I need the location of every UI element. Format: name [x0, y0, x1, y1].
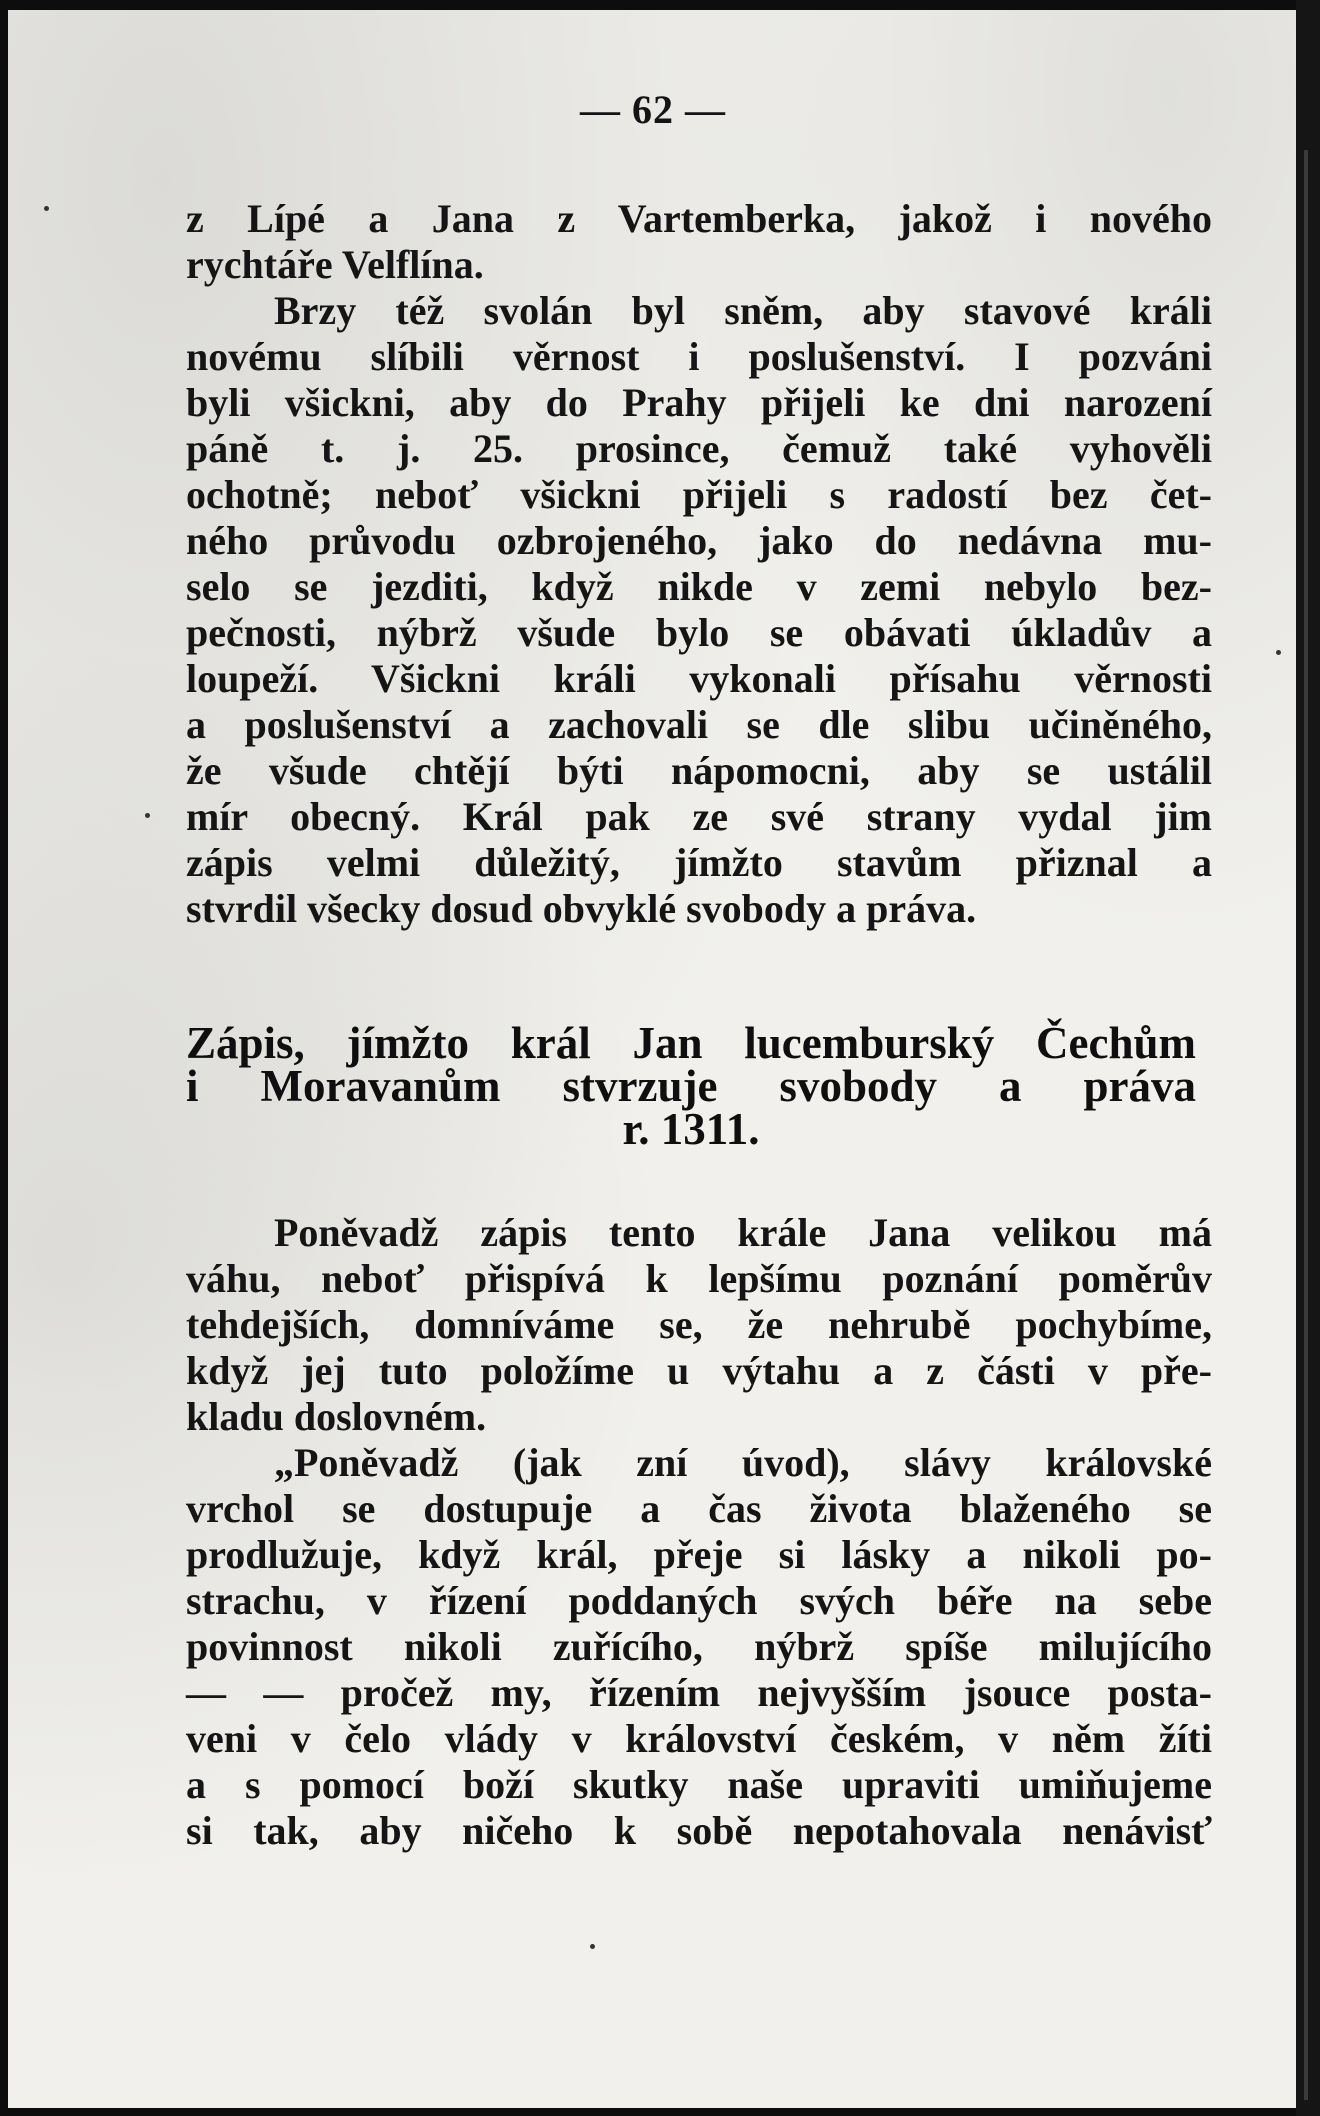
text-line: si tak, aby ničeho k sobě nepotahovala nenávisť: [186, 1808, 1212, 1853]
page-edge: [1296, 0, 1320, 2116]
margin-speck: [1276, 650, 1281, 655]
text-line: povinnost nikoli zuřícího, nýbrž spíše milujícího: [186, 1624, 1212, 1669]
text-line: kladu doslovném.: [186, 1394, 487, 1439]
text-line: a s pomocí boží skutky naše upraviti umiňujeme: [186, 1762, 1212, 1807]
text-line: — — pročež my, řízením nejvyšším jsouce posta-: [186, 1670, 1212, 1715]
paragraph-1: [186, 196, 1212, 288]
text-line: „Poněvadž (jak zní úvod), slávy královské: [274, 1440, 1212, 1485]
heading-line: r. 1311.: [622, 1104, 760, 1154]
text-line: ochotně; neboť všickni přijeli s radostí bez čet-: [186, 472, 1212, 517]
text-line: byli všickni, aby do Prahy přijeli ke dni narození: [186, 380, 1212, 425]
text-line: rychtáře Velflína.: [186, 242, 484, 287]
text-line: veni v čelo vlády v království českém, v něm žíti: [186, 1716, 1212, 1761]
margin-speck: [145, 813, 150, 818]
paragraph-4: [186, 1440, 1212, 1854]
text-line: strachu, v řízení poddaných svých béře na sebe: [186, 1578, 1212, 1623]
margin-speck: [590, 1944, 595, 1949]
text-line: váhu, neboť přispívá k lepšímu poznání poměrův: [186, 1256, 1212, 1301]
text-line: novému slíbili věrnost i poslušenství. I pozváni: [186, 334, 1212, 379]
heading-line: i Moravanům stvrzuje svobody a práva: [186, 1061, 1196, 1111]
text-line: mír obecný. Král pak ze své strany vydal jim: [186, 794, 1212, 839]
text-line: loupeží. Všickni králi vykonali přísahu věrnosti: [186, 656, 1212, 701]
text-line: a poslušenství a zachovali se dle slibu učiněného,: [186, 702, 1212, 747]
text-line: stvrdil všecky dosud obvyklé svobody a práva.: [186, 886, 977, 931]
text-line: páně t. j. 25. prosince, čemuž také vyhověli: [186, 426, 1212, 471]
text-line: selo se jezditi, když nikde v zemi nebylo bez-: [186, 564, 1212, 609]
text-line: že všude chtějí býti nápomocni, aby se ustálil: [186, 748, 1212, 793]
paragraph-3: [186, 1210, 1212, 1440]
text-line: Poněvadž zápis tento krále Jana velikou má: [274, 1210, 1212, 1255]
text-line: prodlužuje, když král, přeje si lásky a nikoli po-: [186, 1532, 1212, 1577]
text-line: vrchol se dostupuje a čas života blaženého se: [186, 1486, 1212, 1531]
page-number: — 62 —: [580, 87, 726, 132]
section-heading: [186, 1018, 1196, 1154]
heading-line: Zápis, jímžto král Jan lucemburský Čechům: [186, 1018, 1196, 1068]
paragraph-2: [186, 288, 1212, 932]
text-line: tehdejších, domníváme se, že nehrubě pochybíme,: [186, 1302, 1212, 1347]
text-line: Brzy též svolán byl sněm, aby stavové králi: [274, 288, 1212, 333]
text-line: zápis velmi důležitý, jímžto stavům přiznal a: [186, 840, 1212, 885]
text-line: když jej tuto položíme u výtahu a z části v pře-: [186, 1348, 1212, 1393]
text-line: z Lípé a Jana z Vartemberka, jakož i nového: [186, 196, 1212, 241]
text-line: ného průvodu ozbrojeného, jako do nedávna mu-: [186, 518, 1212, 563]
spine-edge-line: [1304, 150, 1308, 2100]
text-line: pečnosti, nýbrž všude bylo se obávati úkladův a: [186, 610, 1212, 655]
margin-speck: [44, 206, 49, 211]
